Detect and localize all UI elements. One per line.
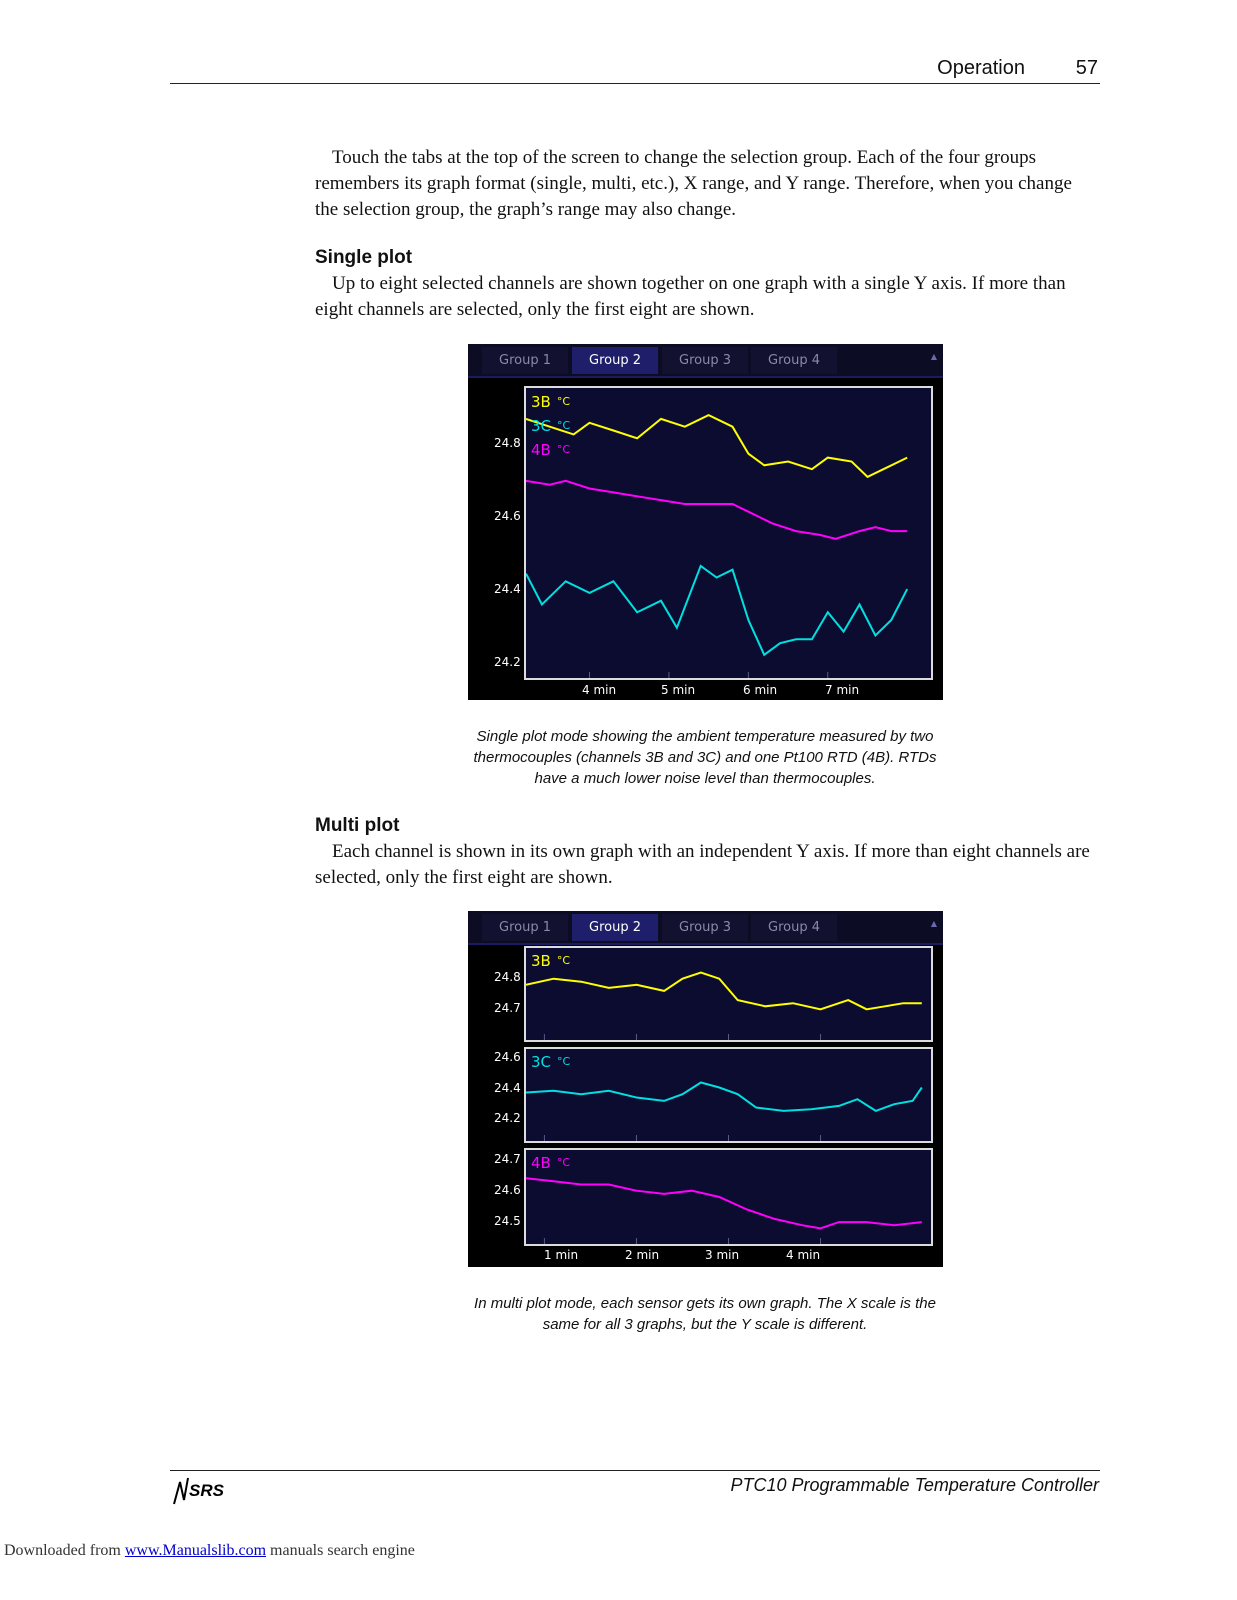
download-notice — [4, 1542, 415, 1560]
page-header — [170, 55, 1100, 84]
single-legend — [531, 390, 570, 462]
scroll-up-icon[interactable]: ▲ — [930, 352, 937, 361]
multi-plot-panel-4b — [524, 1148, 933, 1246]
single-plot-area — [524, 386, 933, 680]
tab-group-1[interactable]: Group 1 — [482, 347, 568, 374]
series-line-3b — [526, 973, 922, 1010]
single-plot-caption: Single plot mode showing the ambient temperature measured by two thermocouples (channels 3B and 3C) and one Pt100 RTD (4B). RTDs have a much lower noise level than thermocouples. — [473, 728, 937, 787]
multi-plot-paragraph: Each channel is shown in its own graph with an independent Y axis. If more than eight channels are selected, only the first eight are shown. — [315, 841, 1090, 888]
x-tick-label: 7 min — [825, 683, 860, 697]
tab-group-3[interactable]: Group 3 — [662, 347, 748, 374]
x-tick-label: 2 min — [625, 1248, 660, 1262]
multi-plot-screen — [468, 911, 943, 1267]
tab-group-4[interactable]: Group 4 — [751, 914, 837, 941]
tab-group-3[interactable]: Group 3 — [662, 914, 748, 941]
y-tick-label: 24.8 — [494, 970, 521, 984]
panel-svg-3b — [526, 948, 931, 1040]
legend-entry-3b: 3B °C — [531, 393, 571, 411]
y-tick-label: 24.6 — [494, 509, 521, 523]
panel-legend-3c: 3C °C — [531, 1053, 571, 1071]
tab-group-2[interactable]: Group 2 — [572, 347, 658, 374]
y-tick-label: 24.2 — [494, 655, 521, 669]
x-tick-label: 1 min — [544, 1248, 579, 1262]
download-suffix: manuals search engine — [266, 1542, 415, 1559]
panel-svg-3c — [526, 1049, 931, 1141]
series-line-3b — [526, 415, 907, 477]
panel-legend-4b: 4B °C — [531, 1154, 571, 1172]
x-tick-label: 4 min — [786, 1248, 821, 1262]
single-plot-svg — [526, 388, 931, 678]
tab-bar — [468, 911, 943, 945]
multi-plot-panel-3c — [524, 1047, 933, 1143]
legend-entry-3c: 3C °C — [531, 417, 571, 435]
panel-legend-3b: 3B °C — [531, 952, 571, 970]
series-line-3c — [526, 1083, 922, 1111]
download-prefix: Downloaded from — [4, 1542, 125, 1559]
header-page-number: 57 — [1075, 57, 1098, 79]
x-tick-label: 5 min — [661, 683, 696, 697]
tab-group-4[interactable]: Group 4 — [751, 347, 837, 374]
x-tick-label: 4 min — [582, 683, 617, 697]
y-tick-label: 24.4 — [494, 582, 521, 596]
series-line-4b — [526, 481, 907, 539]
y-tick-label: 24.8 — [494, 436, 521, 450]
srs-logo — [172, 1474, 224, 1508]
legend-entry-4b: 4B °C — [531, 441, 571, 459]
y-tick-label: 24.5 — [494, 1214, 521, 1228]
y-tick-label: 24.6 — [494, 1183, 521, 1197]
scroll-up-icon[interactable]: ▲ — [930, 919, 937, 928]
y-tick-label: 24.4 — [494, 1081, 521, 1095]
single-plot-screen — [468, 344, 943, 700]
panel-svg-4b — [526, 1150, 931, 1244]
x-tick-label: 3 min — [705, 1248, 740, 1262]
series-line-4b — [526, 1178, 922, 1228]
svg-text:SRS: SRS — [189, 1481, 224, 1500]
footer-rule — [170, 1470, 1100, 1471]
y-tick-label: 24.7 — [494, 1152, 521, 1166]
multi-plot-heading: Multi plot — [315, 815, 400, 836]
manualslib-link[interactable]: www.Manualslib.com — [124, 1542, 267, 1559]
multi-plot-panel-3b — [524, 946, 933, 1042]
y-tick-label: 24.7 — [494, 1001, 521, 1015]
tab-group-1[interactable]: Group 1 — [482, 914, 568, 941]
tab-bar — [468, 344, 943, 378]
x-tick-label: 6 min — [743, 683, 778, 697]
series-line-3c — [526, 566, 907, 655]
tab-group-2[interactable]: Group 2 — [572, 914, 658, 941]
single-plot-heading: Single plot — [315, 247, 413, 268]
y-tick-label: 24.2 — [494, 1111, 521, 1125]
footer-title: PTC10 Programmable Temperature Controller — [730, 1475, 1099, 1495]
multi-plot-caption: In multi plot mode, each sensor gets its own graph. The X scale is the same for all 3 graphs, but the Y scale is different. — [474, 1295, 936, 1333]
intro-paragraph: Touch the tabs at the top of the screen to change the selection group. Each of the four groups remembers its graph format (single, multi, etc.), X range, and Y range. Therefore, when you change the selection group, the graph’s range may also change. — [315, 147, 1072, 220]
header-section-title: Operation — [937, 57, 1025, 79]
single-plot-paragraph: Up to eight selected channels are shown together on one graph with a single Y axis. If more than eight channels are selected, only the first eight are shown. — [315, 273, 1066, 320]
y-tick-label: 24.6 — [494, 1050, 521, 1064]
